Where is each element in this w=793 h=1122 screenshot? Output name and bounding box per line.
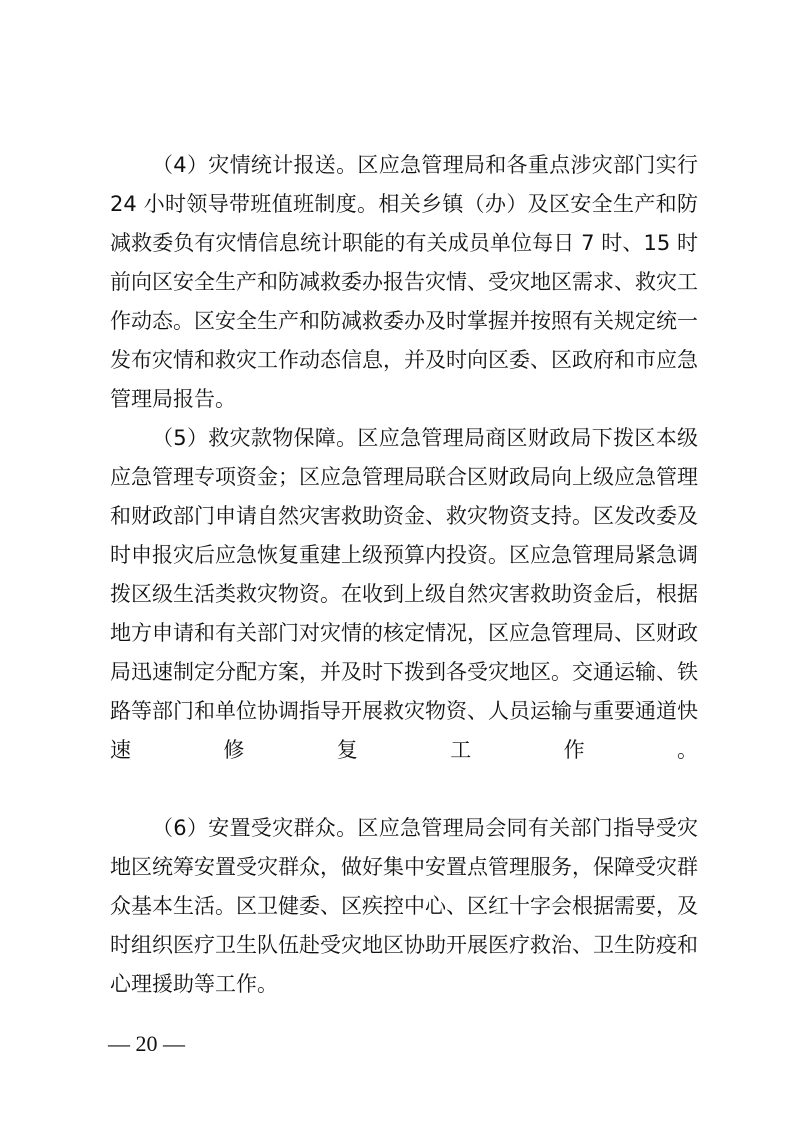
paragraph-disaster-statistics bbox=[110, 146, 698, 419]
text-line: 时申报灾后应急恢复重建上级预算内投资。区应急管理局紧急调 bbox=[110, 543, 698, 567]
paragraph-resettlement bbox=[110, 809, 698, 1004]
page-number: — 20 — bbox=[108, 1031, 185, 1056]
text-line: 路等部门和单位协调指导开展救灾物资、人员运输与重要通道快 bbox=[110, 699, 698, 723]
paragraph-relief-funds bbox=[110, 419, 698, 809]
text-line: 应急管理专项资金；区应急管理局联合区财政局向上级应急管理 bbox=[110, 465, 698, 489]
text-line: （4）灾情统计报送。区应急管理局和各重点涉灾部门实行 bbox=[152, 153, 698, 177]
text-line: 时组织医疗卫生队伍赴受灾地区协助开展医疗救治、卫生防疫和 bbox=[110, 933, 698, 957]
text-line: 前向区安全生产和防减救委办报告灾情、受灾地区需求、救灾工 bbox=[110, 270, 698, 294]
text-line: （5）救灾款物保障。区应急管理局商区财政局下拨区本级 bbox=[152, 426, 698, 450]
text-line: 减救委负有灾情信息统计职能的有关成员单位每日 7 时、15 时 bbox=[110, 231, 698, 255]
text-line: 众基本生活。区卫健委、区疾控中心、区红十字会根据需要，及 bbox=[110, 894, 698, 918]
text-line: 地区统筹安置受灾群众，做好集中安置点管理服务，保障受灾群 bbox=[110, 855, 698, 879]
body-text bbox=[110, 146, 698, 1004]
text-line: 作动态。区安全生产和防减救委办及时掌握并按照有关规定统一 bbox=[110, 309, 698, 333]
text-line: 发布灾情和救灾工作动态信息，并及时向区委、区政府和市应急 bbox=[110, 348, 698, 372]
text-line bbox=[110, 770, 698, 809]
text-line: 局迅速制定分配方案，并及时下拨到各受灾地区。交通运输、铁 bbox=[110, 660, 698, 684]
text-line: 拨区级生活类救灾物资。在收到上级自然灾害救助资金后，根据 bbox=[110, 582, 698, 606]
text-line: 24 小时领导带班值班制度。相关乡镇（办）及区安全生产和防 bbox=[110, 192, 698, 216]
text-line: 速修复工作。 bbox=[110, 738, 698, 762]
text-line: 心理援助等工作。 bbox=[110, 972, 278, 996]
text-line: 管理局报告。 bbox=[110, 387, 236, 411]
text-line: 和财政部门申请自然灾害救助资金、救灾物资支持。区发改委及 bbox=[110, 504, 698, 528]
text-line: （6）安置受灾群众。区应急管理局会同有关部门指导受灾 bbox=[152, 816, 698, 840]
text-line: 地方申请和有关部门对灾情的核定情况，区应急管理局、区财政 bbox=[110, 621, 698, 645]
